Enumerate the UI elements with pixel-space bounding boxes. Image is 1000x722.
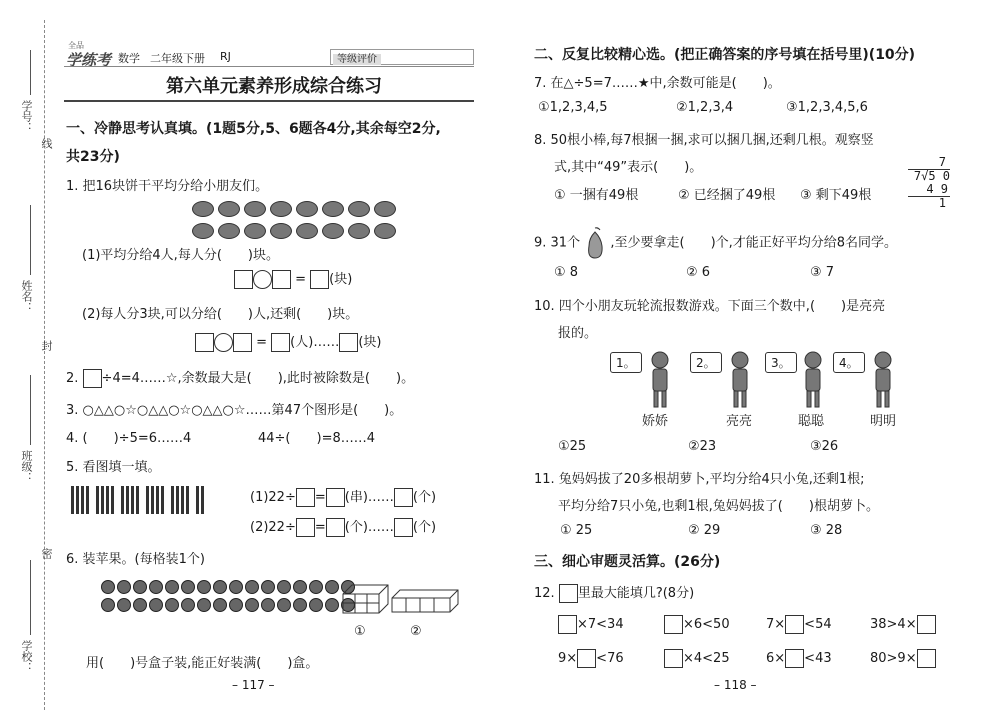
- grade: 二年级下册: [150, 52, 205, 65]
- q9-option-1: ① 8: [554, 265, 579, 280]
- section-2-heading: 二、反复比较精心选。(把正确答案的序号填在括号里)(10分): [534, 47, 916, 63]
- q4b-text: 44÷( )=8……4: [258, 431, 376, 446]
- page-number-right: – 118 –: [714, 678, 757, 692]
- q7-option-3: ③1,2,3,4,5,6: [786, 100, 868, 115]
- ineq-text: <54: [804, 617, 832, 632]
- ineq-2: [664, 615, 730, 634]
- ineq-4: [870, 615, 936, 634]
- q5a-mid: (串)……: [344, 490, 394, 505]
- answer-box[interactable]: [917, 649, 936, 668]
- q2-text: ÷4=4……☆,余数最大是( ),此时被除数是( )。: [101, 371, 415, 386]
- ineq-text: 6×: [766, 651, 786, 666]
- answer-box[interactable]: [664, 649, 683, 668]
- q5-text: 5. 看图填一填。: [66, 460, 161, 475]
- ineq-text: 9×: [558, 651, 578, 666]
- mark-line: 线: [40, 138, 53, 149]
- pear-icon: [584, 226, 606, 260]
- answer-box[interactable]: [195, 333, 214, 352]
- q5b: (2)22÷ = (个)…… (个): [250, 520, 437, 535]
- ineq-7: [766, 649, 832, 668]
- answer-box[interactable]: [664, 615, 683, 634]
- answer-box[interactable]: [271, 333, 290, 352]
- answer-box[interactable]: [326, 488, 345, 507]
- q8-option-2: ② 已经捆了49根: [678, 188, 776, 203]
- school-line: [30, 560, 31, 635]
- q12-number: 12.: [534, 586, 555, 601]
- q11-option-2: ② 29: [688, 523, 721, 538]
- q1a-text: (1)平均分给4人,每人分( )块。: [82, 248, 279, 263]
- bubble-4: 4。: [833, 352, 865, 373]
- mark-dense: 密: [40, 548, 53, 559]
- q3-text: 3. ○△△○☆○△△○☆○△△○☆……第47个图形是( )。: [66, 403, 403, 418]
- answer-box[interactable]: [785, 649, 804, 668]
- division-dividend: 7√5 0: [908, 169, 950, 183]
- q8-text-cont: 式,其中“49”表示( )。: [554, 160, 703, 175]
- answer-box[interactable]: [558, 615, 577, 634]
- answer-box[interactable]: [339, 333, 358, 352]
- operator-circle[interactable]: [253, 270, 272, 289]
- unit-label: (块): [358, 335, 382, 350]
- operator-circle[interactable]: [214, 333, 233, 352]
- ineq-5: [558, 649, 624, 668]
- brand-logo: 学练考: [66, 51, 112, 69]
- cookies-image: [190, 200, 350, 244]
- answer-box[interactable]: [296, 518, 315, 537]
- q12-text: 里最大能填几?(8分): [577, 586, 695, 601]
- q2: [66, 367, 414, 388]
- box-drawings: [340, 582, 465, 618]
- ineq-text: 7×: [766, 617, 786, 632]
- ineq-text: ×7<34: [577, 617, 624, 632]
- answer-box[interactable]: [917, 615, 936, 634]
- q7-option-1: ①1,2,3,4,5: [538, 100, 608, 115]
- header-rule: [64, 66, 474, 67]
- q11-text: 11. 兔妈妈拔了20多根胡萝卜,平均分给4只小兔,还剩1根;: [534, 472, 865, 487]
- children-illustration: [645, 350, 905, 410]
- q5a: (1)22÷ = (串)…… (个): [250, 490, 437, 505]
- q1-text: 1. 把16块饼干平均分给小朋友们。: [66, 179, 269, 194]
- answer-box[interactable]: [272, 270, 291, 289]
- division-quotient: 7: [938, 155, 946, 169]
- student-no-label: 学号：: [20, 100, 33, 133]
- q1a-equation: = (块): [234, 268, 352, 289]
- q9: [534, 226, 897, 260]
- q5b-end: (个): [412, 520, 437, 535]
- edition: RJ: [220, 50, 231, 63]
- school-label: 学校：: [20, 640, 33, 673]
- section-3-heading: 三、细心审题灵活算。(26分): [534, 554, 721, 570]
- box-option-1: ①: [354, 624, 366, 639]
- q1b-equation: = (人)…… (块): [195, 331, 381, 352]
- q1b-text: (2)每人分3块,可以分给( )人,还剩( )块。: [82, 307, 359, 322]
- answer-box[interactable]: [559, 584, 578, 603]
- bubble-1: 1。: [610, 352, 642, 373]
- q9-option-3: ③ 7: [810, 265, 835, 280]
- q8-text: 8. 50根小棒,每7根捆一捆,求可以捆几捆,还剩几根。观察竖: [534, 133, 874, 148]
- ineq-text: <43: [804, 651, 832, 666]
- q8-option-1: ① 一捆有49根: [554, 188, 639, 203]
- ineq-text: 80>9×: [870, 651, 917, 666]
- answer-box[interactable]: [394, 518, 413, 537]
- q9-prefix: 9. 31个: [534, 235, 581, 251]
- unit-label: (块): [329, 272, 353, 287]
- q10-option-1: ①25: [558, 439, 587, 454]
- child-name-3: 聪聪: [798, 414, 825, 429]
- q10-option-3: ③26: [810, 439, 839, 454]
- answer-box[interactable]: [233, 333, 252, 352]
- page-title: 第六单元素养形成综合练习: [166, 76, 382, 97]
- q11-option-3: ③ 28: [810, 523, 843, 538]
- mark-seal: 封: [40, 340, 53, 351]
- q4a-text: 4. ( )÷5=6……4: [66, 431, 192, 446]
- ineq-text: 38>4×: [870, 617, 917, 632]
- apples-image: [100, 580, 356, 616]
- rating-label: 等级评价: [333, 54, 381, 65]
- q5a-end: (个): [412, 490, 437, 505]
- section-1-heading: 一、冷静思考认真填。(1题5分,5、6题各4分,其余每空2分,: [66, 121, 441, 137]
- bubble-3: 3。: [765, 352, 797, 373]
- ineq-text: ×6<50: [683, 617, 730, 632]
- division-remainder: 1: [938, 196, 946, 210]
- division-product: 4 9: [908, 183, 950, 197]
- answer-box[interactable]: [577, 649, 596, 668]
- ineq-1: [558, 615, 624, 634]
- ineq-3: [766, 615, 832, 634]
- ineq-6: [664, 649, 730, 668]
- child-name-4: 明明: [870, 414, 897, 429]
- q7-option-2: ②1,2,3,4: [676, 100, 734, 115]
- q7-text: 7. 在△÷5=7……★中,余数可能是( )。: [534, 76, 781, 91]
- bubble-2: 2。: [690, 352, 722, 373]
- student-no-line: [30, 50, 31, 95]
- q5b-mid: (个)……: [344, 520, 394, 535]
- answer-box[interactable]: [310, 270, 329, 289]
- name-label: 姓名：: [20, 280, 33, 313]
- answer-box[interactable]: [326, 518, 345, 537]
- q8-option-3: ③ 剩下49根: [800, 188, 872, 203]
- class-label: 班级：: [20, 450, 33, 483]
- ineq-text: <76: [596, 651, 624, 666]
- title-rule: [64, 100, 474, 102]
- ineq-8: [870, 649, 936, 668]
- q6-text: 6. 装苹果。(每格装1个): [66, 552, 205, 567]
- brand-top: 全品: [68, 41, 84, 50]
- q10-option-2: ②23: [688, 439, 717, 454]
- q11-text-cont: 平均分给7只小兔,也剩1根,兔妈妈拔了( )根胡萝卜。: [558, 499, 879, 514]
- q2-number: 2.: [66, 371, 79, 386]
- ineq-text: ×4<25: [683, 651, 730, 666]
- q12: [534, 582, 694, 603]
- answer-box[interactable]: [83, 369, 102, 388]
- answer-box[interactable]: [234, 270, 253, 289]
- tanghulu-sticks-image: [70, 486, 205, 518]
- q10-text-cont: 报的。: [558, 326, 598, 341]
- q9-option-2: ② 6: [686, 265, 711, 280]
- q10-text: 10. 四个小朋友玩轮流报数游戏。下面三个数中,( )是亮亮: [534, 299, 886, 314]
- answer-box[interactable]: [394, 488, 413, 507]
- q9-text: ,至少要拿走( )个,才能正好平均分给8名同学。: [610, 235, 898, 251]
- box-option-2: ②: [410, 624, 422, 639]
- q5b-pre: (2)22÷: [250, 520, 296, 535]
- q11-option-1: ① 25: [560, 523, 593, 538]
- unit-label: (人)……: [290, 335, 340, 350]
- answer-box[interactable]: [296, 488, 315, 507]
- child-name-1: 娇娇: [642, 414, 669, 429]
- section-1-heading-cont: 共23分): [66, 149, 120, 165]
- name-line: [30, 205, 31, 275]
- answer-box[interactable]: [785, 615, 804, 634]
- subject: 数学: [118, 52, 140, 65]
- q6-answer-text: 用( )号盒子装,能正好装满( )盒。: [86, 656, 319, 671]
- class-line: [30, 375, 31, 445]
- page-number-left: – 117 –: [232, 678, 275, 692]
- long-division-figure: [908, 156, 950, 210]
- q5a-pre: (1)22÷: [250, 490, 296, 505]
- rating-box: [330, 49, 474, 65]
- binding-dashed-line: [44, 20, 45, 710]
- child-name-2: 亮亮: [726, 414, 753, 429]
